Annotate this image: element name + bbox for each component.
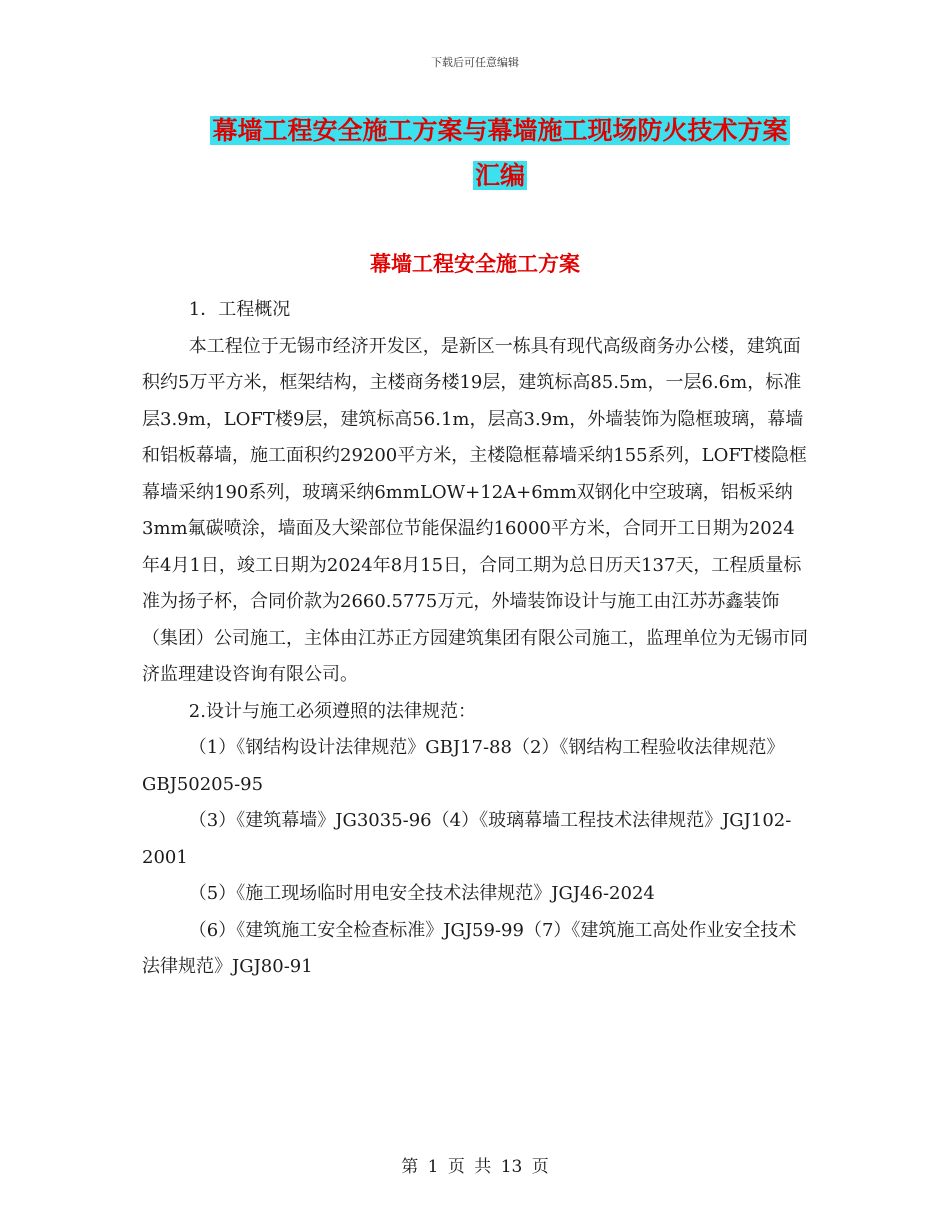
- page-number-footer: 第 1 页 共 13 页: [401, 1157, 549, 1177]
- document-title-line2: 汇编: [474, 161, 525, 190]
- regulation-item: （6）《建筑施工安全检查标准》JGJ59-99（7）《建筑施工高处作业安全技术法律规范》JGJ80-91: [142, 919, 797, 977]
- regulation-item: （5）《施工现场临时用电安全技术法律规范》JGJ46-2024: [188, 883, 655, 904]
- paragraph-project-overview: 本工程位于无锡市经济开发区，是新区一栋具有现代高级商务办公楼，建筑面积约5万平方米，框架结构，主楼商务楼19层，建筑标高85.5m，一层6.6m，标准层3.9m，LOFT楼9层，建筑标高56.1m，层高3.9m，外墙装饰为隐框玻璃，幕墙和铝板幕墙，施工面积约29200平方米，主楼隐框幕墙采纳155系列，LOFT楼隐框幕墙采纳190系列，玻璃采纳6mmLOW+12A+6mm双钢化中空玻璃，铝板采纳3mm氟碳喷涂，墙面及大梁部位节能保温约16000平方米，合同开工日期为2024年4月1日，竣工日期为2024年8月15日，合同工期为总日历天137天，工程质量标准为扬子杯，合同价款为2660.5775万元，外墙装饰设计与施工由江苏苏鑫装饰（集团）公司施工，主体由江苏正方园建筑集团有限公司施工，监理单位为无锡市同济监理建设咨询有限公司。: [142, 335, 808, 685]
- document-title-line1: 幕墙工程安全施工方案与幕墙施工现场防火技术方案: [212, 116, 788, 145]
- heading-project-overview: 1．工程概况: [188, 299, 291, 320]
- document-title: [190, 108, 810, 198]
- heading-regulations: 2.设计与施工必须遵照的法律规范：: [188, 700, 476, 722]
- regulation-item: （3）《建筑幕墙》JG3035-96（4）《玻璃幕墙工程技术法律规范》JGJ102-2001: [142, 810, 792, 868]
- regulation-item: （1）《钢结构设计法律规范》GBJ17-88（2）《钢结构工程验收法律规范》GBJ50205-95: [142, 737, 785, 795]
- page-header-note: 下载后可任意编辑: [431, 56, 519, 69]
- document-body: [142, 292, 808, 986]
- section-title: 幕墙工程安全施工方案: [370, 251, 580, 276]
